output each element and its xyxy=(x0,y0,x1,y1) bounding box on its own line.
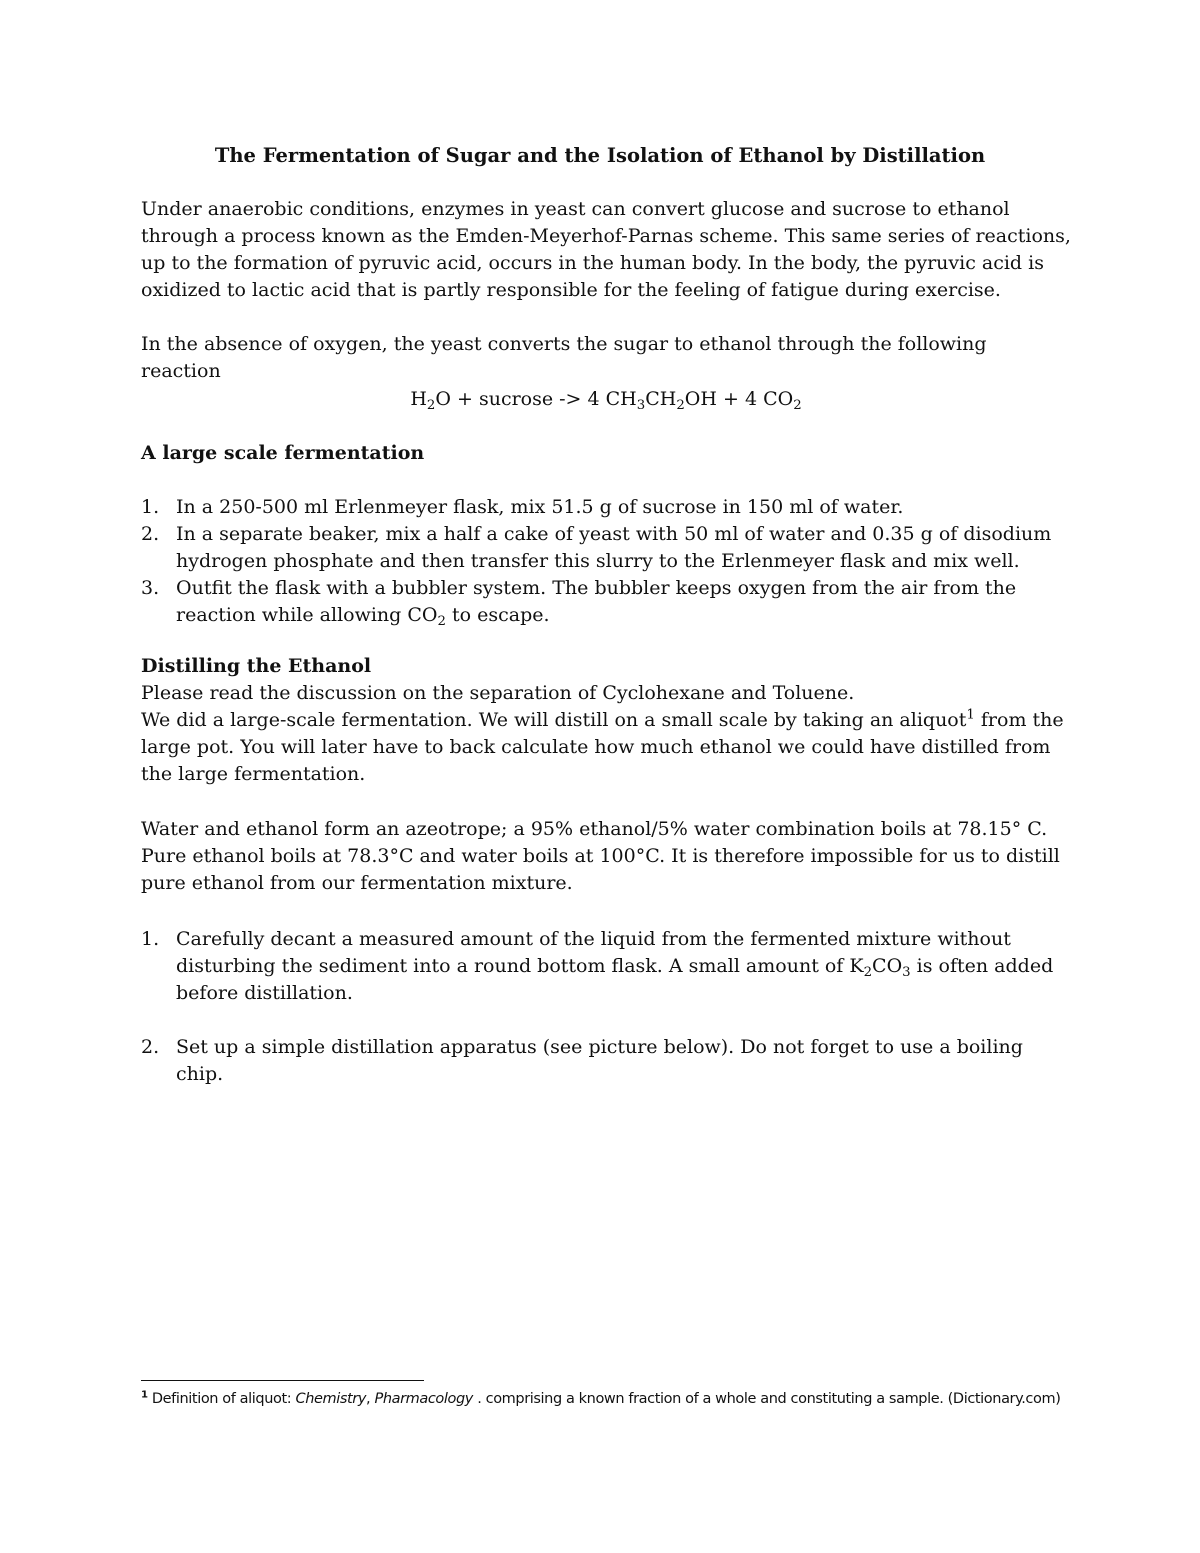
list-number: 1. xyxy=(141,928,160,950)
distillation-steps-list xyxy=(141,926,1071,1088)
footnote-reference[interactable]: 1 xyxy=(966,707,975,723)
absence-paragraph xyxy=(141,331,1071,385)
intro-line: up to the formation of pyruvic acid, occurs in the human body. In the body, the pyruvic acid is xyxy=(141,252,1044,274)
list-item: 2. In a separate beaker, mix a half a cake of yeast with 50 ml of water and 0.35 g of disodium hydrogen phosphate and then transfer this slurry to the Erlenmeyer flask and mix well. xyxy=(141,523,1052,572)
reaction-equation: $H_2O$ + sucrose -> 4 $CH_3CH_2OH + 4$ $CO_2$ xyxy=(410,388,802,413)
footnote-separator xyxy=(141,1380,424,1381)
section-heading: A large scale fermentation xyxy=(141,442,425,464)
list-number: 2. xyxy=(141,523,160,545)
intro-paragraph xyxy=(141,196,1071,304)
section-heading: Distilling the Ethanol xyxy=(141,655,372,677)
list-number: 2. xyxy=(141,1036,160,1058)
list-item: 2. Set up a simple distillation apparatus (see picture below). Do not forget to use a boiling chip. xyxy=(141,1036,1023,1085)
list-number: 3. xyxy=(141,577,160,599)
footnote: $^1$ Definition of aliquot: Chemistry, Pharmacology . comprising a known fraction of a whole and constituting a sample. (Dictionary.com) xyxy=(141,1389,1061,1407)
list-number: 1. xyxy=(141,496,160,518)
absence-line: In the absence of oxygen, the yeast converts the sugar to ethanol through the following reaction xyxy=(141,333,987,382)
fermentation-steps-list xyxy=(141,494,1071,629)
intro-line: Under anaerobic conditions, enzymes in yeast can convert glucose and sucrose to ethanol xyxy=(141,198,1010,220)
intro-line: oxidized to lactic acid that is partly responsible for the feeling of fatigue during exercise. xyxy=(141,279,1001,301)
list-item: 1. Carefully decant a measured amount of the liquid from the fermented mixture without disturbing the sediment into a round bottom flask. A small amount of $K_2CO_3$ is often added before distillation. xyxy=(141,928,1054,1004)
list-item: 1. In a 250-500 ml Erlenmeyer flask, mix 51.5 g of sucrose in 150 ml of water. xyxy=(141,494,1071,521)
section-distilling: Distilling the Ethanol Please read the discussion on the separation of Cyclohexane and Toluene. We did a large-scale fermentation. We will distill on a small scale by taking an aliquot$^1$ from the large pot. You will later have to back calculate how much ethanol we could have distilled from the large fermentation. xyxy=(141,653,1071,788)
intro-line: through a process known as the Emden-Meyerhof-Parnas scheme. This same series of reactions, xyxy=(141,225,1071,247)
azeotrope-paragraph: Water and ethanol form an azeotrope; a 95% ethanol/5% water combination boils at 78.15° C. Pure ethanol boils at 78.3°C and water boils at 100°C. It is therefore impossible for us to distill pure ethanol from our fermentation mixture. xyxy=(141,818,1060,894)
list-item: 3. Outfit the flask with a bubbler system. The bubbler keeps oxygen from the air from the reaction while allowing $CO_2$ to escape. xyxy=(141,577,1017,629)
footnote-mark: 1 xyxy=(141,1389,148,1401)
document-title: The Fermentation of Sugar and the Isolation of Ethanol by Distillation xyxy=(214,144,986,167)
section-large-scale xyxy=(141,440,1071,467)
